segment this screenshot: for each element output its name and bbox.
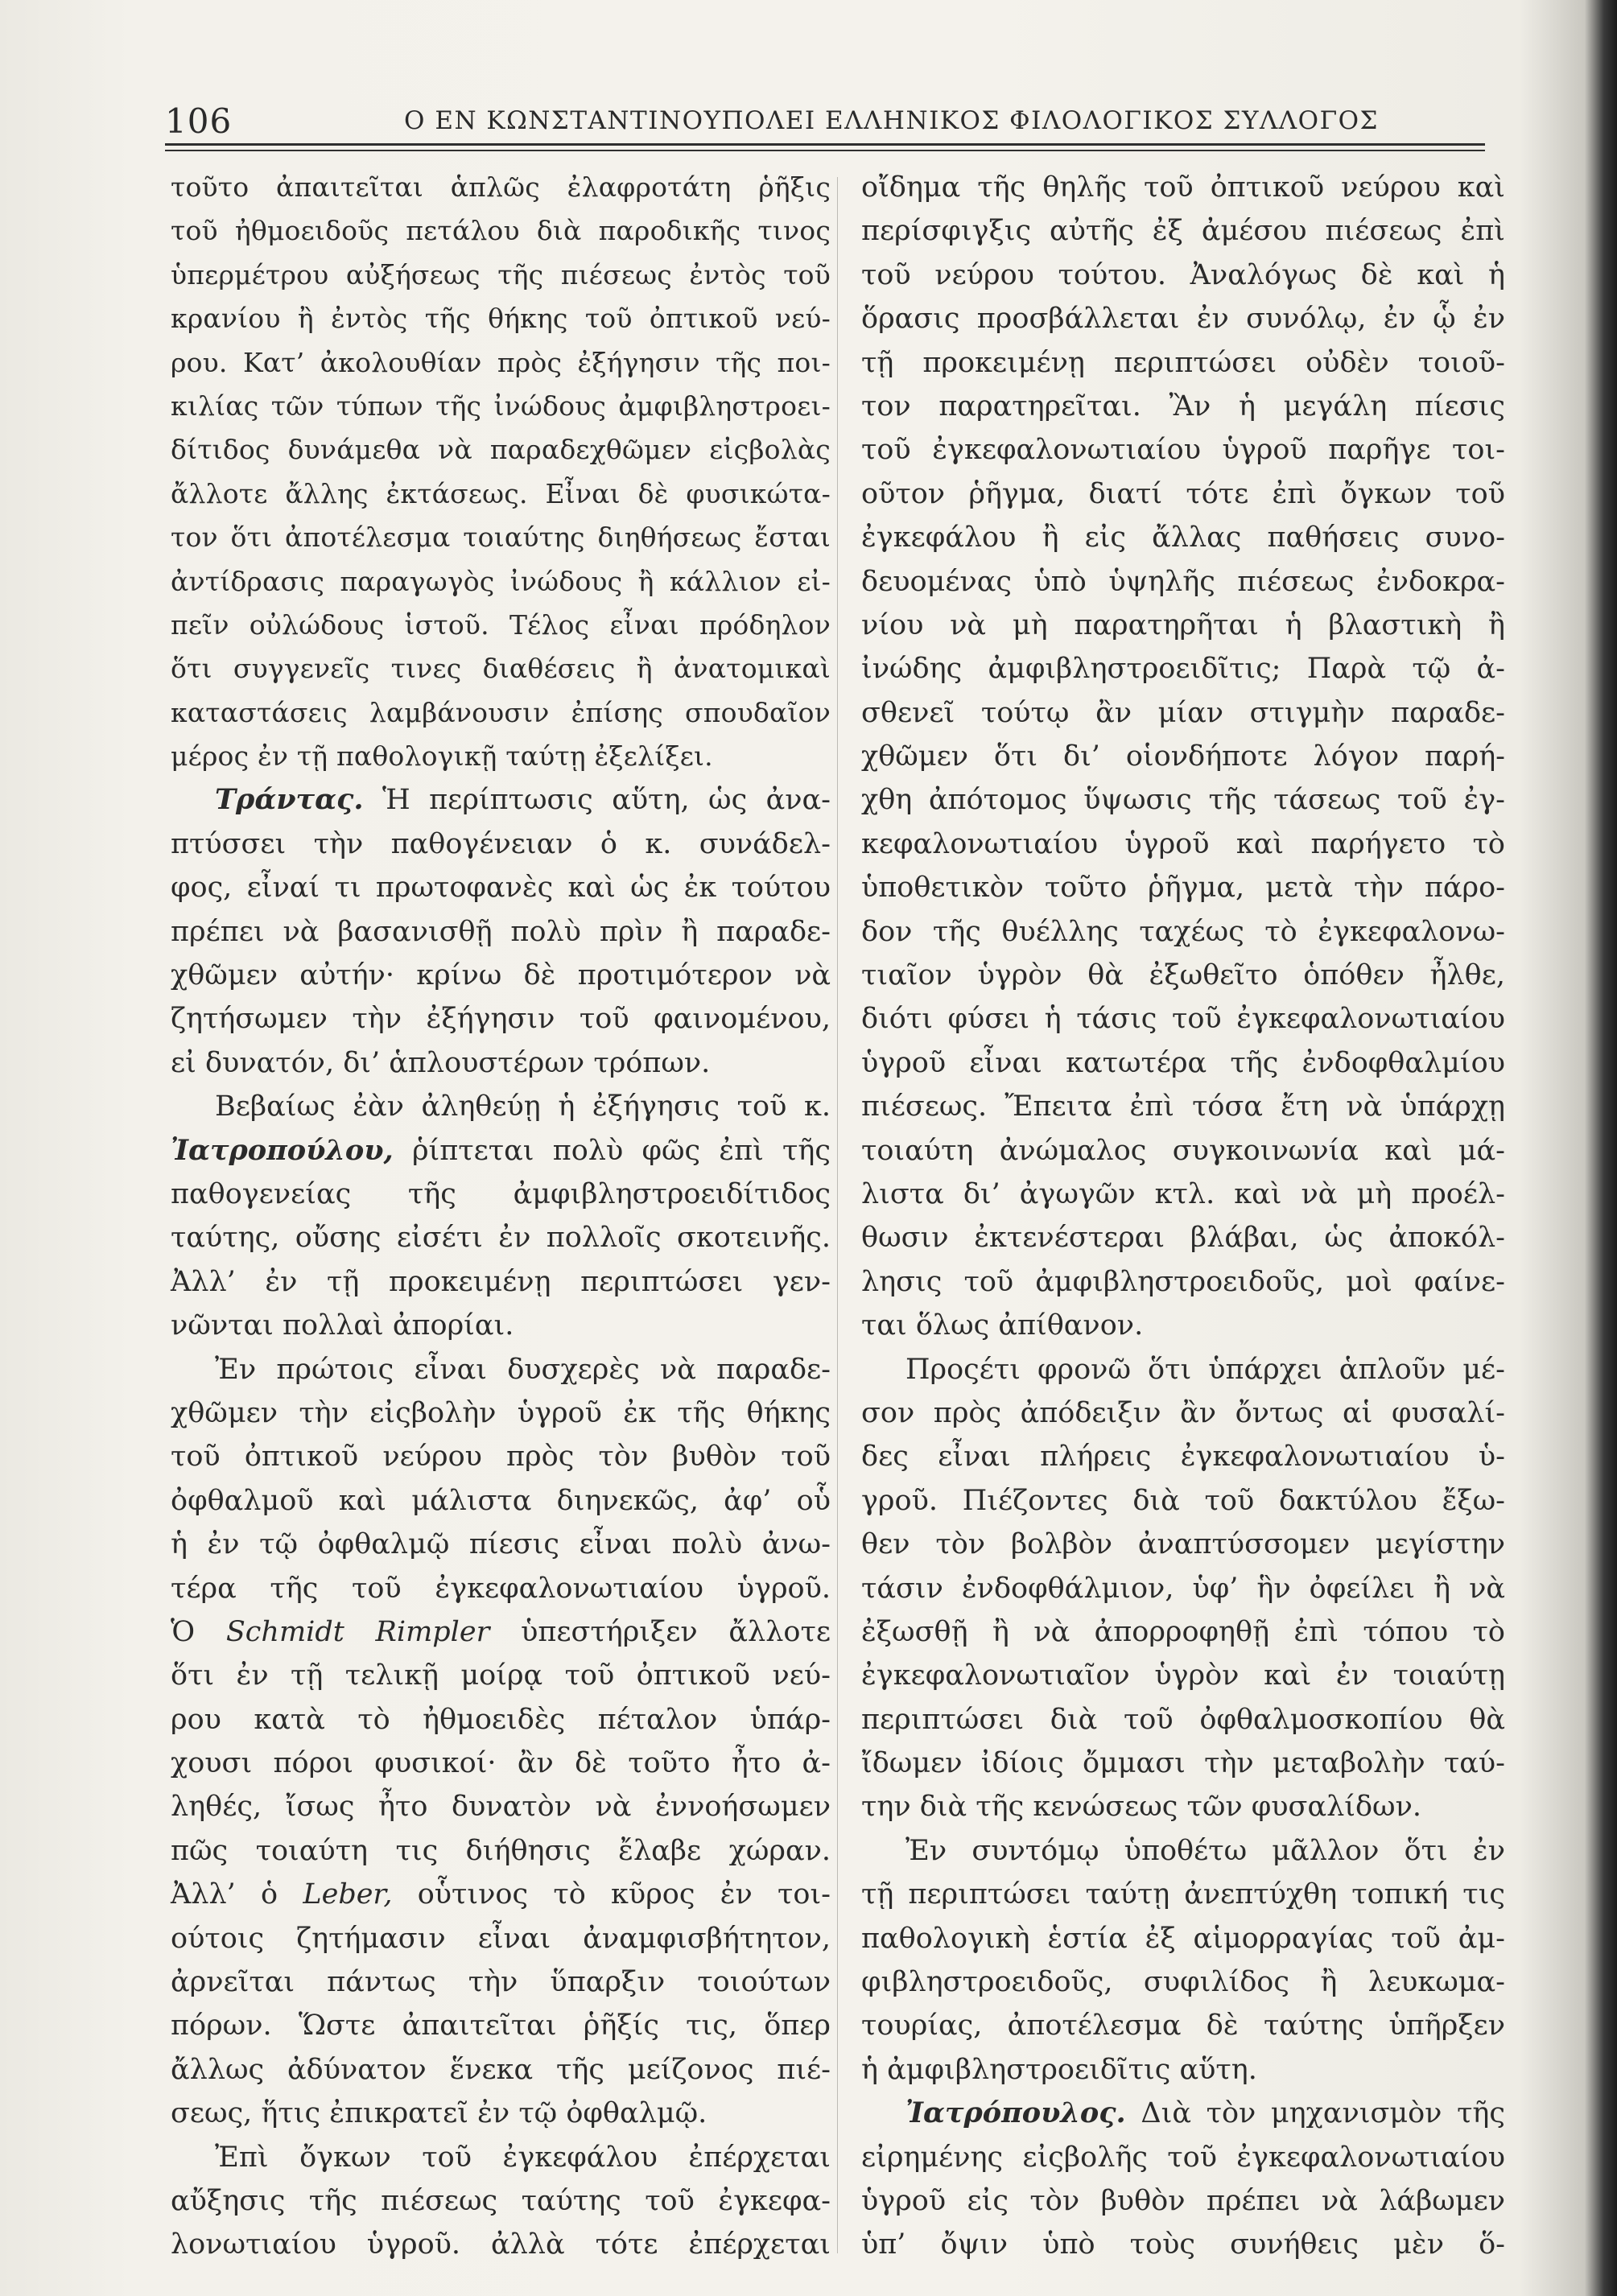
text-line [861, 691, 1505, 735]
line-text: πρέπει νὰ βασανισθῇ πολὺ πρὶν ἢ παραδε- [171, 915, 831, 948]
text-line [171, 516, 831, 559]
line-text: ρου κατὰ τὸ ἠθμοειδὲς πέταλον ὑπάρ- [171, 1703, 831, 1736]
page-number: 106 [165, 101, 233, 141]
line-text: Βεβαίως ἐὰν ἀληθεύῃ ἡ ἐξήγησις τοῦ κ. [215, 1090, 831, 1123]
speaker-name: Ἰατρόπουλος. [905, 2096, 1126, 2130]
text-line [861, 1304, 1505, 1347]
line-text: ῥίπτεται πολὺ φῶς ἐπὶ τῆς [393, 1134, 831, 1167]
text-line [861, 385, 1505, 428]
text-line [171, 297, 831, 340]
text-line [171, 1829, 831, 1873]
text-line [861, 735, 1505, 778]
line-text: ὅρασις προσβάλλεται ἐν συνόλῳ, ἐν ᾧ ἐν [861, 303, 1505, 336]
line-text: χθη ἀπότομος ὕψωσις τῆς τάσεως τοῦ ἐγ- [861, 784, 1505, 817]
text-line [171, 647, 831, 690]
cited-name: Schmidt Rimpler [225, 1615, 490, 1648]
line-text: λονωτιαίου ὑγροῦ. ἀλλὰ τότε ἐπέρχεται [171, 2228, 831, 2261]
text-line [171, 209, 831, 253]
line-text: θωσιν ἐκτενέστεραι βλάβαι, ὡς ἀποκόλ- [861, 1222, 1505, 1255]
text-line [861, 254, 1505, 297]
text-line [861, 1216, 1505, 1259]
text-line [171, 604, 831, 647]
line-text: καταστάσεις λαμβάνουσιν ἐπίσης σπουδαῖον [171, 696, 831, 728]
text-line [861, 822, 1505, 866]
text-line [861, 1917, 1505, 1960]
text-line [171, 910, 831, 954]
speaker-name: Ἰατροπούλου, [171, 1133, 394, 1167]
text-line [171, 1129, 831, 1173]
text-line [861, 2179, 1505, 2223]
text-line [171, 1567, 831, 1610]
text-line [861, 1610, 1505, 1654]
text-line [171, 341, 831, 385]
text-line [171, 2179, 831, 2223]
line-text: πτύσσει τὴν παθογένειαν ὁ κ. συνάδελ- [171, 827, 831, 860]
text-line [171, 2136, 831, 2179]
text-line [171, 428, 831, 472]
text-line [171, 2223, 831, 2266]
line-text: ζητήσωμεν τὴν ἐξήγησιν τοῦ φαινομένου, [171, 1003, 831, 1036]
line-text: τοῦτο ἀπαιτεῖται ἁπλῶς ἐλαφροτάτη ῥῆξις [171, 171, 831, 203]
line-text: ὅτι ἐν τῇ τελικῇ μοίρᾳ τοῦ ὀπτικοῦ νεύ- [171, 1659, 831, 1692]
line-text: μέρος ἐν τῇ παθολογικῇ ταύτῃ ἐξελίξει. [171, 740, 713, 773]
line-text: τον παρατηρεῖται. Ἂν ἡ μεγάλη πίεσις [861, 390, 1505, 423]
line-text: εἰρημένης εἰςβολῆς τοῦ ἐγκεφαλονωτιαίου [861, 2141, 1505, 2174]
text-line [171, 1173, 831, 1216]
line-text: οὗτινος τὸ κῦρος ἐν τοι- [392, 1878, 831, 1911]
text-line [171, 1348, 831, 1391]
line-text: χουσι πόροι φυσικοί· ἂν δὲ τοῦτο ἦτο ἀ- [171, 1747, 831, 1780]
text-line [171, 1523, 831, 1566]
text-line [171, 254, 831, 297]
text-line [861, 647, 1505, 690]
line-text: τιαῖον ὑγρὸν θὰ ἐξωθεῖτο ὁπόθεν ἦλθε, [861, 959, 1505, 992]
line-text: Προςέτι φρονῶ ὅτι ὑπάρχει ἁπλοῦν μέ- [905, 1353, 1505, 1386]
line-text: Ἀλλ’ ἐν τῇ προκειμένῃ περιπτώσει γεν- [171, 1265, 831, 1298]
text-line [861, 1173, 1505, 1216]
line-text: ὅτι συγγενεῖς τινες διαθέσεις ἢ ἀνατομικαὶ [171, 653, 831, 685]
text-line [171, 1873, 831, 1916]
text-line [861, 1260, 1505, 1304]
line-text: κιλίας τῶν τύπων τῆς ἰνώδους ἀμφιβληστροει- [171, 390, 831, 422]
line-text: οῦτον ῥῆγμα, διατί τότε ἐπὶ ὄγκων τοῦ [861, 477, 1505, 510]
line-text: ἐξωσθῇ ἢ νὰ ἀπορροφηθῇ ἐπὶ τόπου τὸ [861, 1615, 1505, 1648]
text-line [171, 2048, 831, 2092]
text-line [861, 997, 1505, 1041]
text-line [861, 1085, 1505, 1128]
line-text: ὑπεστήριξεν ἄλλοτε [489, 1615, 831, 1648]
text-line [861, 1348, 1505, 1391]
line-text: τοιαύτη ἀνώμαλος συγκοινωνία καὶ μά- [861, 1134, 1505, 1167]
line-text: κεφαλονωτιαίου ὑγροῦ καὶ παρήγετο τὸ [861, 827, 1505, 860]
text-line [171, 1960, 831, 2004]
line-text: αὔξησις τῆς πιέσεως ταύτης τοῦ ἐγκεφα- [171, 2184, 831, 2217]
text-line [171, 1216, 831, 1259]
text-line [171, 2004, 831, 2047]
line-text: εἰ δυνατόν, δι’ ἁπλουστέρων τρόπων. [171, 1046, 711, 1079]
line-text: ἐγκεφαλονωτιαῖον ὑγρὸν καὶ ἐν τοιαύτῃ [861, 1659, 1505, 1692]
column-divider [837, 177, 838, 2253]
text-line [861, 472, 1505, 516]
line-text: τῇ προκειμένῃ περιπτώσει οὐδὲν τοιοῦ- [861, 346, 1505, 379]
line-text: τέρα τῆς τοῦ ἐγκεφαλονωτιαίου ὑγροῦ. [171, 1572, 831, 1605]
line-text: τοῦ ὀπτικοῦ νεύρου πρὸς τὸν βυθὸν τοῦ [171, 1441, 831, 1474]
line-text: ὑπ’ ὄψιν ὑπὸ τοὺς συνήθεις μὲν ὅ- [861, 2228, 1505, 2261]
text-line [861, 954, 1505, 997]
text-line [861, 778, 1505, 822]
line-text: δίτιδος δυνάμεθα νὰ παραδεχθῶμεν εἰςβολὰς [171, 434, 831, 466]
line-text: πιέσεως. Ἔπειτα ἐπὶ τόσα ἔτη νὰ ὑπάρχῃ [861, 1090, 1505, 1123]
text-line [171, 1391, 831, 1435]
line-prefix: Ἀλλ’ ὁ [171, 1878, 303, 1911]
line-text: Ἡ περίπτωσις αὕτη, ὡς ἀνα- [363, 784, 831, 817]
line-text: περιπτώσει διὰ τοῦ ὀφθαλμοσκοπίου θὰ [861, 1703, 1505, 1736]
text-line [861, 560, 1505, 604]
text-line [861, 1698, 1505, 1742]
text-line [171, 1304, 831, 1347]
line-text: διότι φύσει ἡ τάσις τοῦ ἐγκεφαλονωτιαίου [861, 1003, 1505, 1036]
line-text: Διὰ τὸν μηχανισμὸν τῆς [1125, 2097, 1505, 2130]
text-line [171, 954, 831, 997]
text-line [171, 560, 831, 604]
text-line [861, 2223, 1505, 2266]
line-text: νῶνται πολλαὶ ἀπορίαι. [171, 1309, 514, 1342]
line-text: πόρων. Ὥστε ἀπαιτεῖται ῥῆξίς τις, ὅπερ [171, 2010, 831, 2042]
left-column [171, 166, 831, 2267]
line-text: ὀφθαλμοῦ καὶ μάλιστα διηνεκῶς, ἀφ’ οὗ [171, 1484, 831, 1517]
line-text: τοῦ ἐγκεφαλονωτιαίου ὑγροῦ παρῆγε τοι- [861, 434, 1505, 467]
text-line [861, 1742, 1505, 1785]
text-line [171, 1479, 831, 1523]
header-rule-thin [165, 150, 1485, 151]
line-text: παθογενείας τῆς ἀμφιβληστροειδίτιδος [171, 1177, 831, 1210]
line-text: ούτοις ζητήμασιν εἶναι ἀναμφισβήτητον, [171, 1922, 831, 1955]
line-text: σεως, ἥτις ἐπικρατεῖ ἐν τῷ ὀφθαλμῷ. [171, 2097, 707, 2130]
text-line [861, 866, 1505, 909]
text-line [861, 209, 1505, 253]
line-text: ἄλλοτε ἄλλης ἐκτάσεως. Εἶναι δὲ φυσικώτα- [171, 477, 831, 509]
text-line [861, 910, 1505, 954]
line-text: τοῦ ἠθμοειδοῦς πετάλου διὰ παροδικῆς τινος [171, 215, 831, 247]
text-line [171, 1260, 831, 1304]
text-line [861, 1873, 1505, 1916]
text-line [861, 1960, 1505, 2004]
text-line [861, 2136, 1505, 2179]
line-text: Ἐν πρώτοις εἶναι δυσχερὲς νὰ παραδε- [215, 1353, 831, 1386]
text-line [171, 1698, 831, 1742]
line-text: ἡ ἐν τῷ ὀφθαλμῷ πίεσις εἶναι πολὺ ἀνω- [171, 1528, 831, 1561]
text-line [861, 1479, 1505, 1523]
text-line [861, 604, 1505, 647]
line-text: δον τῆς θυέλλης ταχέως τὸ ἐγκεφαλονω- [861, 915, 1505, 948]
text-line [171, 472, 831, 516]
line-text: ἡ ἀμφιβληστροειδῖτις αὕτη. [861, 2053, 1257, 2086]
line-text: ται ὅλως ἀπίθανον. [861, 1309, 1144, 1342]
speaker-name: Τράντας. [215, 783, 364, 817]
line-text: νίου νὰ μὴ παρατηρῆται ἡ βλαστικὴ ἢ [861, 608, 1505, 641]
line-text: τον ὅτι ἀποτέλεσμα τοιαύτης διηθήσεως ἔσται [171, 521, 831, 554]
text-line [861, 2048, 1505, 2092]
line-text: ὑγροῦ εἰς τὸν βυθὸν πρέπει νὰ λάβωμεν [861, 2184, 1505, 2217]
line-text: τῇ περιπτώσει ταύτῃ ἀνεπτύχθη τοπική τις [861, 1878, 1505, 1911]
text-line [171, 735, 831, 778]
line-text: ὑποθετικὸν τοῦτο ῥῆγμα, μετὰ τὴν πάρο- [861, 872, 1505, 905]
line-prefix: Ὁ [171, 1615, 226, 1648]
text-line [861, 516, 1505, 559]
line-text: πῶς τοιαύτη τις διήθησις ἔλαβε χώραν. [171, 1834, 831, 1867]
line-text: ὑπερμέτρου αὐξήσεως τῆς πιέσεως ἐντὸς τοῦ [171, 258, 831, 291]
text-line [861, 2004, 1505, 2047]
line-text: τάσιν ἐνδοφθάλμιον, ὑφ’ ἣν ὀφείλει ἢ νὰ [861, 1572, 1505, 1605]
text-line [171, 1742, 831, 1785]
text-line [171, 2092, 831, 2135]
text-line [171, 1041, 831, 1085]
text-line [171, 997, 831, 1041]
text-line [171, 1085, 831, 1128]
line-text: φιβληστροειδοῦς, συφιλίδος ἢ λευκωμα- [861, 1966, 1505, 1999]
text-line [171, 822, 831, 866]
text-line [861, 1435, 1505, 1478]
line-text: ἐγκεφάλου ἢ εἰς ἄλλας παθήσεις συνο- [861, 521, 1505, 554]
header-rule [165, 143, 1485, 146]
line-text: παθολογικὴ ἑστία ἐξ αἱμορραγίας τοῦ ἀμ- [861, 1922, 1505, 1955]
line-text: τοῦ νεύρου τούτου. Ἀναλόγως δὲ καὶ ἡ [861, 258, 1505, 291]
line-text: φος, εἶναί τι πρωτοφανὲς καὶ ὡς ἐκ τούτου [171, 872, 831, 905]
line-text: λιστα δι’ ἀγωγῶν κτλ. καὶ νὰ μὴ προέλ- [861, 1177, 1505, 1210]
text-line [861, 1785, 1505, 1828]
text-line [171, 691, 831, 735]
line-text: ταύτης, οὔσης εἰσέτι ἐν πολλοῖς σκοτεινῆς. [171, 1222, 831, 1255]
text-line [171, 1785, 831, 1828]
line-text: ἄλλως ἀδύνατον ἕνεκα τῆς μείζονος πιέ- [171, 2053, 831, 2086]
line-text: γροῦ. Πιέζοντες διὰ τοῦ δακτύλου ἔξω- [861, 1484, 1505, 1517]
text-line [171, 866, 831, 909]
text-line [861, 1829, 1505, 1873]
text-line [861, 1523, 1505, 1566]
line-text: ρου. Κατ’ ἀκολουθίαν πρὸς ἐξήγησιν τῆς ποι- [171, 346, 831, 378]
cited-name: Leber, [303, 1878, 393, 1911]
line-text: χθῶμεν αὐτήν· κρίνω δὲ προτιμότερον νὰ [171, 959, 831, 992]
text-line [861, 1654, 1505, 1697]
text-line [171, 1917, 831, 1960]
line-text: θεν τὸν βολβὸν ἀναπτύσσομεν μεγίστην [861, 1528, 1505, 1561]
line-text: ἴδωμεν ἰδίοις ὄμμασι τὴν μεταβολὴν ταύ- [861, 1747, 1505, 1780]
text-line [861, 1391, 1505, 1435]
text-line [861, 428, 1505, 472]
text-line [171, 1610, 831, 1654]
line-text: δευομένας ὑπὸ ὑψηλῆς πιέσεως ἐνδοκρα- [861, 565, 1505, 598]
text-line [861, 341, 1505, 385]
line-text: την διὰ τῆς κενώσεως τῶν φυσαλίδων. [861, 1791, 1422, 1824]
line-text: Ἐν συντόμῳ ὑποθέτω μᾶλλον ὅτι ἐν [905, 1834, 1505, 1867]
line-text: ὑγροῦ εἶναι κατωτέρα τῆς ἐνδοφθαλμίου [861, 1046, 1505, 1079]
text-line [861, 1567, 1505, 1610]
text-line [861, 1041, 1505, 1085]
line-text: σθενεῖ τούτῳ ἂν μίαν στιγμὴν παραδε- [861, 696, 1505, 729]
line-text: χθῶμεν τὴν εἰςβολὴν ὑγροῦ ἐκ τῆς θήκης [171, 1396, 831, 1429]
line-text: λησις τοῦ ἀμφιβληστροειδοῦς, μοὶ φαίνε- [861, 1265, 1505, 1298]
text-line [171, 778, 831, 822]
line-text: πεῖν οὐλώδους ἱστοῦ. Τέλος εἶναι πρόδηλον [171, 608, 831, 641]
line-text: κρανίου ἢ ἐντὸς τῆς θήκης τοῦ ὀπτικοῦ νεύ- [171, 303, 831, 335]
text-line [861, 297, 1505, 340]
text-line [171, 1654, 831, 1697]
line-text: ἀντίδρασις παραγωγὸς ἰνώδους ἢ κάλλιον εἰ- [171, 565, 831, 597]
running-title: Ο ΕΝ ΚΩΝΣΤΑΝΤΙΝΟΥΠΟΛΕΙ ΕΛΛΗΝΙΚΟΣ ΦΙΛΟΛΟΓΙΚΟΣ ΣΥΛΛΟΓΟΣ [404, 106, 1379, 135]
text-line [861, 2092, 1505, 2135]
text-line [861, 1129, 1505, 1173]
line-text: δες εἶναι πλήρεις ἐγκεφαλονωτιαίου ὑ- [861, 1441, 1505, 1474]
text-line [171, 166, 831, 209]
line-text: ληθές, ἴσως ἦτο δυνατὸν νὰ ἐννοήσωμεν [171, 1791, 831, 1824]
text-line [171, 1435, 831, 1478]
line-text: ἀρνεῖται πάντως τὴν ὕπαρξιν τοιούτων [171, 1966, 831, 1999]
text-line [171, 385, 831, 428]
line-text: ἰνώδης ἀμφιβληστροειδῖτις; Παρὰ τῷ ἀ- [861, 653, 1505, 686]
line-text: περίσφιγξις αὐτῆς ἐξ ἀμέσου πιέσεως ἐπὶ [861, 215, 1505, 248]
line-text: Ἐπὶ ὄγκων τοῦ ἐγκεφάλου ἐπέρχεται [215, 2141, 831, 2174]
line-text: τουρίας, ἀποτέλεσμα δὲ ταύτης ὑπῆρξεν [861, 2010, 1505, 2042]
line-text: οἴδημα τῆς θηλῆς τοῦ ὀπτικοῦ νεύρου καὶ [861, 171, 1505, 204]
right-column [861, 166, 1505, 2267]
line-text: σον πρὸς ἀπόδειξιν ἂν ὄντως αἱ φυσαλί- [861, 1396, 1505, 1429]
text-line [861, 166, 1505, 209]
line-text: χθῶμεν ὅτι δι’ οἱονδήποτε λόγον παρή- [861, 740, 1505, 773]
